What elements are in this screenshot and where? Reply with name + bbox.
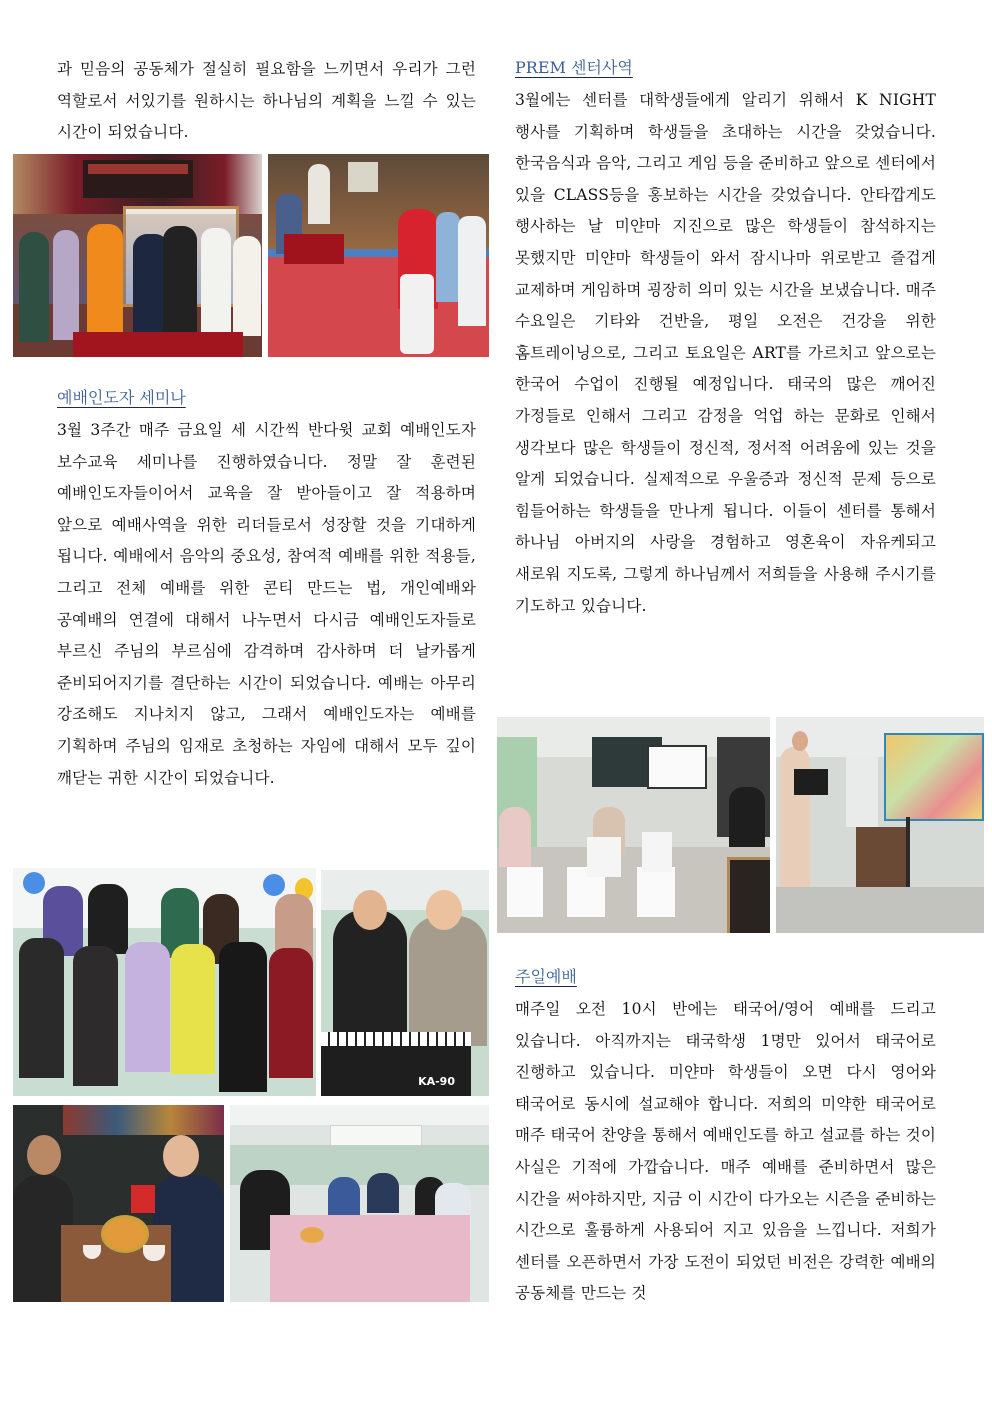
photo-restaurant-meal xyxy=(13,1105,224,1302)
photo-sunday-worship-room xyxy=(497,717,770,933)
section-heading: 예배인도자 세미나 xyxy=(57,388,186,407)
photo-group-banner xyxy=(13,154,262,357)
photo-craft-table xyxy=(230,1105,489,1302)
keyboard-model-label: KA-90 xyxy=(418,1075,455,1088)
section-worship-leader-seminar xyxy=(57,383,476,794)
photo-keyboard-thumbs-up xyxy=(321,870,489,1096)
section-body: 3월에는 센터를 대학생들에게 알리기 위해서 K NIGHT 행사를 기획하며 학생들을 초대하는 시간을 갖었습니다. 한국음식과 음악, 그리고 게임 등을 준비하고 앞으로 센터에서 있을 CLASS등을 홍보하는 시간을 갖었습니다. 안타깝게도 행사하는 날 미얀마 지진으로 많은 학생들이 참석하지는 못했지만 미얀마 학생들이 와서 잠시나마 위로받고 즐겁게 교제하며 게임하며 굉장히 의미 있는 시간을 보냈습니다. 매주 수요일은 기타와 건반을, 평일 오전은 건강을 위한 홈트레이닝으로, 그리고 토요일은 ART를 가르치고 앞으로는 한국어 수업이 진행될 예정입니다. 태국의 많은 깨어진 가정들로 인해서 그리고 감정을 억업 하는 문화로 인해서 생각보다 많은 학생들이 정신적, 정서적 어려움에 있는 것을 알게 되었습니다. 실제적으로 우울증과 정신적 문제 등으로 힘들어하는 학생들을 만나게 됩니다. 이들이 센터를 통해서 하나님 아버지의 사랑을 경험하고 영혼육이 자유케되고 새로워 지도록, 그렇게 하나님께서 저희들을 사용해 주시기를 기도하고 있습니다. xyxy=(515,91,936,615)
section-heading: 주일예배 xyxy=(515,967,577,986)
section-prem-center xyxy=(515,53,936,622)
section-heading: PREM 센터사역 xyxy=(515,58,633,77)
photo-seminar-session xyxy=(268,154,489,357)
photo-worship-leader-stand xyxy=(776,717,984,933)
left-intro xyxy=(57,54,476,149)
section-sunday-worship xyxy=(515,962,936,1310)
photo-party-group xyxy=(13,868,316,1096)
intro-paragraph: 과 믿음의 공동체가 절실히 필요함을 느끼면서 우리가 그런 역할로서 서있기를 원하시는 하나님의 계획을 느낄 수 있는 시간이 되었습니다. xyxy=(57,60,476,142)
section-body: 매주일 오전 10시 반에는 태국어/영어 예배를 드리고 있습니다. 아직까지는 태국학생 1명만 있어서 태국어로 진행하고 있습니다. 미얀마 학생들이 오면 다시 영어와 태국어로 동시에 설교해야 합니다. 저희의 미약한 태국어로 매주 태국어 찬양을 통해서 예배인도를 하고 설교를 하는 것이 사실은 기적에 가깝습니다. 매주 예배를 준비하면서 많은 시간을 써야하지만, 지금 이 시간이 다가오는 시즌을 준비하는 시간으로 훌륭하게 사용되어 지고 있음을 느낍니다. 저희가 센터를 오픈하면서 가장 도전이 되었던 비전은 강력한 예배의 공동체를 만드는 것 xyxy=(515,1000,936,1303)
section-body: 3월 3주간 매주 금요일 세 시간씩 반다윗 교회 예배인도자 보수교육 세미나를 진행하였습니다. 정말 잘 훈련된 예배인도자들이어서 교육을 잘 받아들이고 잘 적용하며 앞으로 예배사역을 위한 리더들로서 성장할 것을 기대하게 됩니다. 예배에서 음악의 중요성, 참여적 예배를 위한 적용들, 그리고 전체 예배를 위한 콘티 만드는 법, 개인예배와 공예배의 연결에 대해서 나누면서 다시금 예배인도자들로 부르신 주님의 부르심에 감격하며 감사하며 더 날카롭게 준비되어지기를 결단하는 시간이 되었습니다. 예배는 아무리 강조해도 지나치지 않고, 그래서 예배인도자는 예배를 기획하며 주님의 임재로 초청하는 자임에 대해서 모두 깊이 깨닫는 귀한 시간이 되었습니다. xyxy=(57,421,476,787)
